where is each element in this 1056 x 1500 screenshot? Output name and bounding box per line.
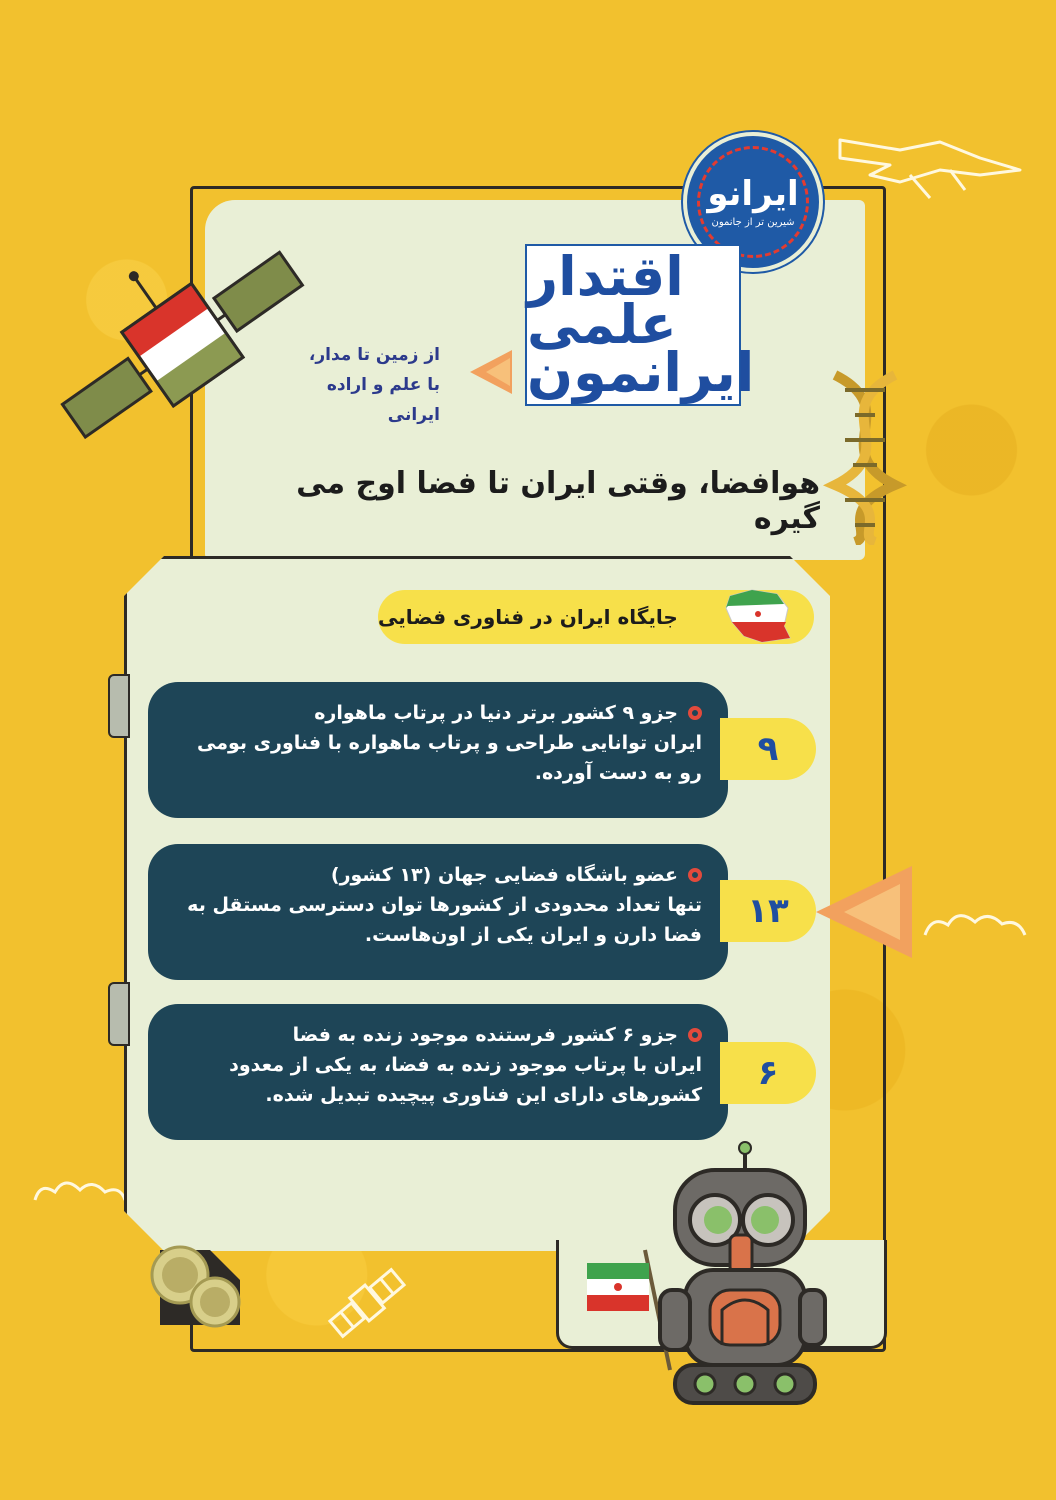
bacteria-icon	[140, 1240, 250, 1330]
fact-body: تنها تعداد محدودی از کشورها توان دسترسی مستقل به فضا دارن و ایران یکی از اون‌هاست.	[187, 894, 702, 946]
fact-number-tab: ۹	[720, 718, 816, 780]
bullet-icon	[688, 706, 702, 720]
satellite-small-icon	[322, 1258, 412, 1348]
highlight-arrow-inner	[844, 884, 900, 940]
title-line-1: اقتدار	[527, 245, 684, 308]
cloud-icon	[920, 900, 1030, 945]
dna-icon	[815, 370, 915, 545]
fact-heading	[168, 698, 702, 728]
tagline-arrow-inner	[486, 358, 510, 386]
title-line-3: ایرانمون	[527, 341, 755, 404]
fact-heading-text: عضو باشگاه فضایی جهان (۱۳ کشور)	[330, 864, 678, 886]
bullet-icon	[688, 868, 702, 882]
fact-heading	[168, 1020, 702, 1050]
section-label: جایگاه ایران در فناوری فضایی	[378, 605, 678, 629]
fact-heading-text: جزو ۶ کشور فرستنده موجود زنده به فضا	[292, 1024, 678, 1046]
robot-icon	[650, 1140, 830, 1410]
title-line-2: علمی	[527, 293, 677, 356]
fact-heading	[168, 860, 702, 890]
tagline	[270, 340, 440, 430]
panel-clip	[108, 982, 130, 1046]
fact-card	[148, 844, 728, 980]
logo-mark: ایرانو	[707, 173, 799, 214]
fact-card	[148, 1004, 728, 1140]
bullet-icon	[688, 1028, 702, 1042]
fact-heading-text: جزو ۹ کشور برتر دنیا در پرتاب ماهواره	[314, 702, 678, 724]
tagline-line-2: با علم و اراده ایرانی	[326, 375, 440, 425]
iran-map-flag-icon	[722, 586, 792, 646]
fact-card	[148, 682, 728, 818]
logo-ring	[697, 146, 809, 258]
fact-body: ایران با پرتاب موجود زنده به فضا، به یکی از معدود کشورهای دارای این فناوری پیچیده تبدیل شده.	[229, 1054, 702, 1106]
cloud-icon	[30, 1170, 130, 1210]
logo-subtitle: شیرین تر از جانمون	[711, 216, 795, 228]
panel-clip	[108, 674, 130, 738]
page-headline: هوافضا، وقتی ایران تا فضا اوج می گیره	[296, 466, 820, 536]
fact-number-tab: ۶	[720, 1042, 816, 1104]
title-block	[525, 244, 755, 406]
tagline-line-1: از زمین تا مدار،	[308, 345, 440, 365]
fact-body: ایران توانایی طراحی و پرتاب ماهواره با فناوری بومی رو به دست آورده.	[196, 732, 702, 784]
fact-number-tab: ۱۳	[720, 880, 816, 942]
